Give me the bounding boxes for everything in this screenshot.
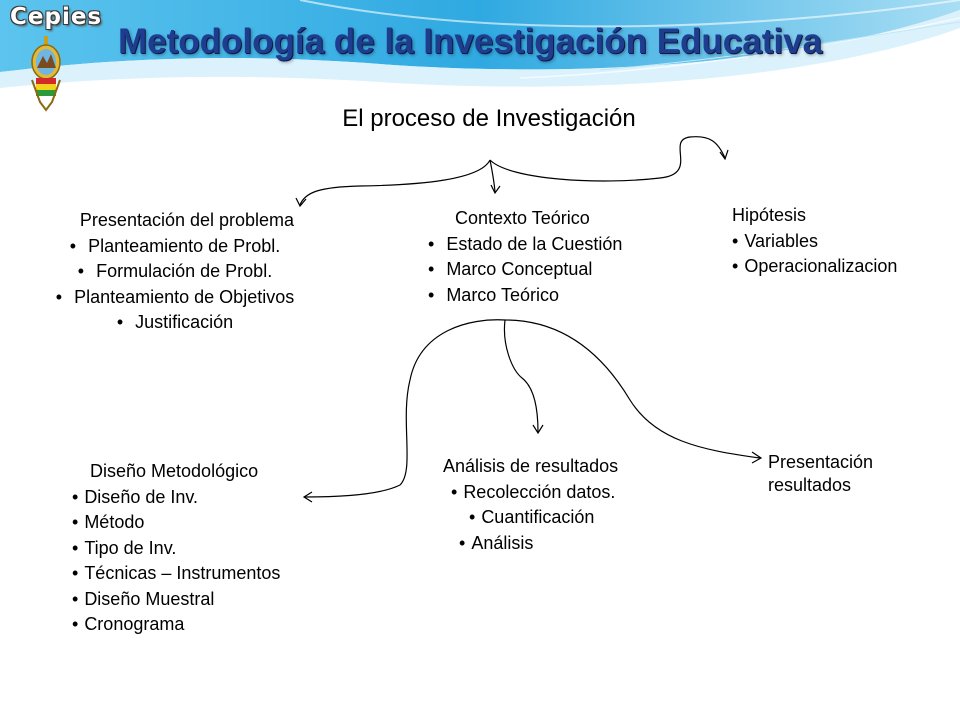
- arrow-to-hipotesis: [490, 137, 725, 181]
- arrow-head-analisis: [533, 425, 543, 433]
- diseno-item: • Método: [72, 510, 280, 536]
- contexto-heading: Contexto Teórico: [455, 208, 590, 228]
- arrow-head-presentacion: [296, 198, 306, 206]
- arrow-to-presentacion: [300, 160, 490, 205]
- presentacion-heading: Presentación del problema: [79, 210, 295, 230]
- presentacion-item: • Justificación: [14, 310, 336, 336]
- coat-of-arms-icon: [28, 36, 64, 112]
- analisis-item: • Análisis: [443, 531, 618, 557]
- arrow-head-hipotesis: [720, 150, 728, 159]
- arrow-to-resultados: [505, 320, 760, 458]
- contexto-item: • Marco Teórico: [428, 283, 622, 309]
- diseno-block: [72, 459, 280, 638]
- contexto-item: • Estado de la Cuestión: [428, 232, 622, 258]
- diseno-item: • Tipo de Inv.: [72, 536, 280, 562]
- brand-logo-text: Cepies: [10, 4, 103, 30]
- hipotesis-item: • Operacionalizacion: [732, 254, 897, 280]
- diseno-item: • Diseño Muestral: [72, 587, 280, 613]
- diseno-heading: Diseño Metodológico: [90, 461, 259, 481]
- page-title: Metodología de la Investigación Educativa: [118, 22, 823, 61]
- diseno-item: • Diseño de Inv.: [72, 485, 280, 511]
- arrow-to-analisis: [504, 320, 538, 432]
- diseno-item: • Técnicas – Instrumentos: [72, 561, 280, 587]
- presentacion-block: [14, 208, 336, 336]
- analisis-heading: Análisis de resultados: [443, 456, 619, 476]
- arrow-to-contexto: [490, 160, 495, 192]
- contexto-block: [428, 206, 622, 308]
- hipotesis-item: • Variables: [732, 229, 897, 255]
- resultados-line-2: resultados: [768, 475, 852, 495]
- diseno-item: • Cronograma: [72, 612, 280, 638]
- hipotesis-heading: Hipótesis: [732, 205, 807, 225]
- hipotesis-block: [732, 203, 897, 280]
- arrow-head-contexto: [491, 185, 500, 193]
- analisis-item: • Cuantificación: [443, 505, 618, 531]
- contexto-item: • Marco Conceptual: [428, 257, 622, 283]
- arrow-head-diseno: [304, 492, 312, 502]
- analisis-item: • Recolección datos.: [443, 480, 618, 506]
- diagram-subtitle: El proceso de Investigación: [342, 105, 636, 132]
- resultados-block: [768, 451, 873, 497]
- resultados-line-1: Presentación: [768, 452, 874, 472]
- analisis-block: [443, 454, 618, 556]
- presentacion-item: • Planteamiento de Objetivos: [14, 285, 336, 311]
- presentacion-item: • Formulación de Probl.: [14, 259, 336, 285]
- arrow-head-resultados: [752, 452, 761, 463]
- presentacion-item: • Planteamiento de Probl.: [14, 234, 336, 260]
